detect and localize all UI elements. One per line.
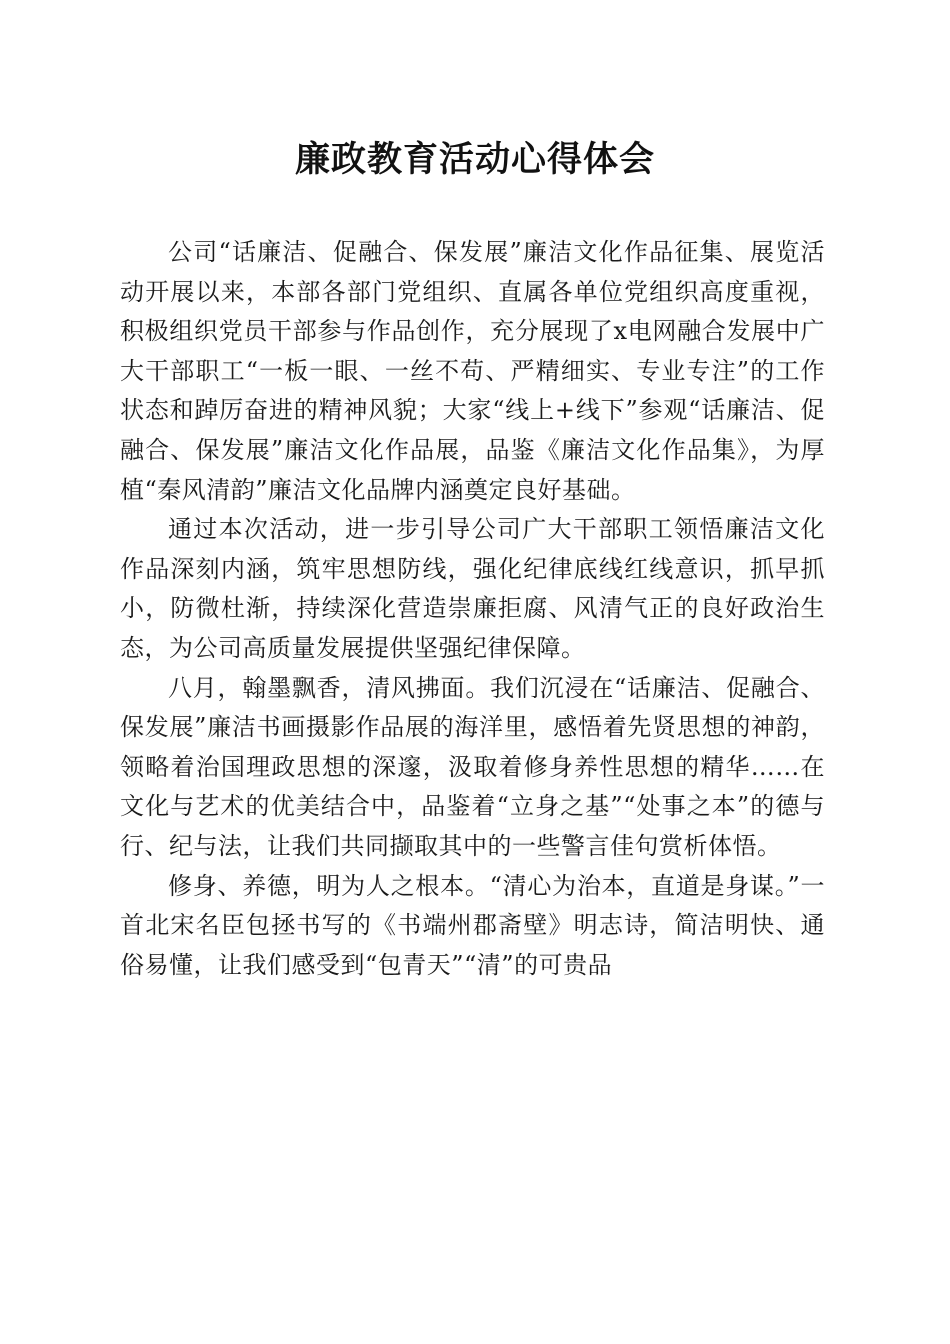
paragraph-4: 修身、养德，明为人之根本。“清心为治本，直道是身谋。”一首北宋名臣包拯书写的《书端州郡斋壁》明志诗，简洁明快、通俗易懂，让我们感受到“包青天”“清”的可贵品 (120, 871, 825, 979)
paragraph-1: 公司“话廉洁、促融合、保发展”廉洁文化作品征集、展览活动开展以来，本部各部门党组织、直属各单位党组织高度重视，积极组织党员干部参与作品创作，充分展现了x电网融合发展中广大干部职工“一板一眼、一丝不苟、严精细实、专业专注”的工作状态和踔厉奋进的精神风貌；大家“线上+线下”参观“话廉洁、促融合、保发展”廉洁文化作品展，品鉴《廉洁文化作品集》，为厚植“秦风清韵”廉洁文化品牌内涵奠定良好基础。 (120, 238, 825, 504)
paragraph-2: 通过本次活动，进一步引导公司广大干部职工领悟廉洁文化作品深刻内涵，筑牢思想防线，强化纪律底线红线意识，抓早抓小，防微杜渐，持续深化营造崇廉拒腐、风清气正的良好政治生态，为公司高质量发展提供坚强纪律保障。 (120, 515, 825, 662)
document-body (120, 233, 825, 985)
document-title: 廉政教育活动心得体会 (294, 139, 655, 180)
paragraph-3: 八月，翰墨飘香，清风拂面。我们沉浸在“话廉洁、促融合、保发展”廉洁书画摄影作品展的海洋里，感悟着先贤思想的神韵，领略着治国理政思想的深邃，汲取着修身养性思想的精华……在文化与艺术的优美结合中，品鉴着“立身之基”“处事之本”的德与行、纪与法，让我们共同撷取其中的一些警言佳句赏析体悟。 (120, 673, 825, 860)
